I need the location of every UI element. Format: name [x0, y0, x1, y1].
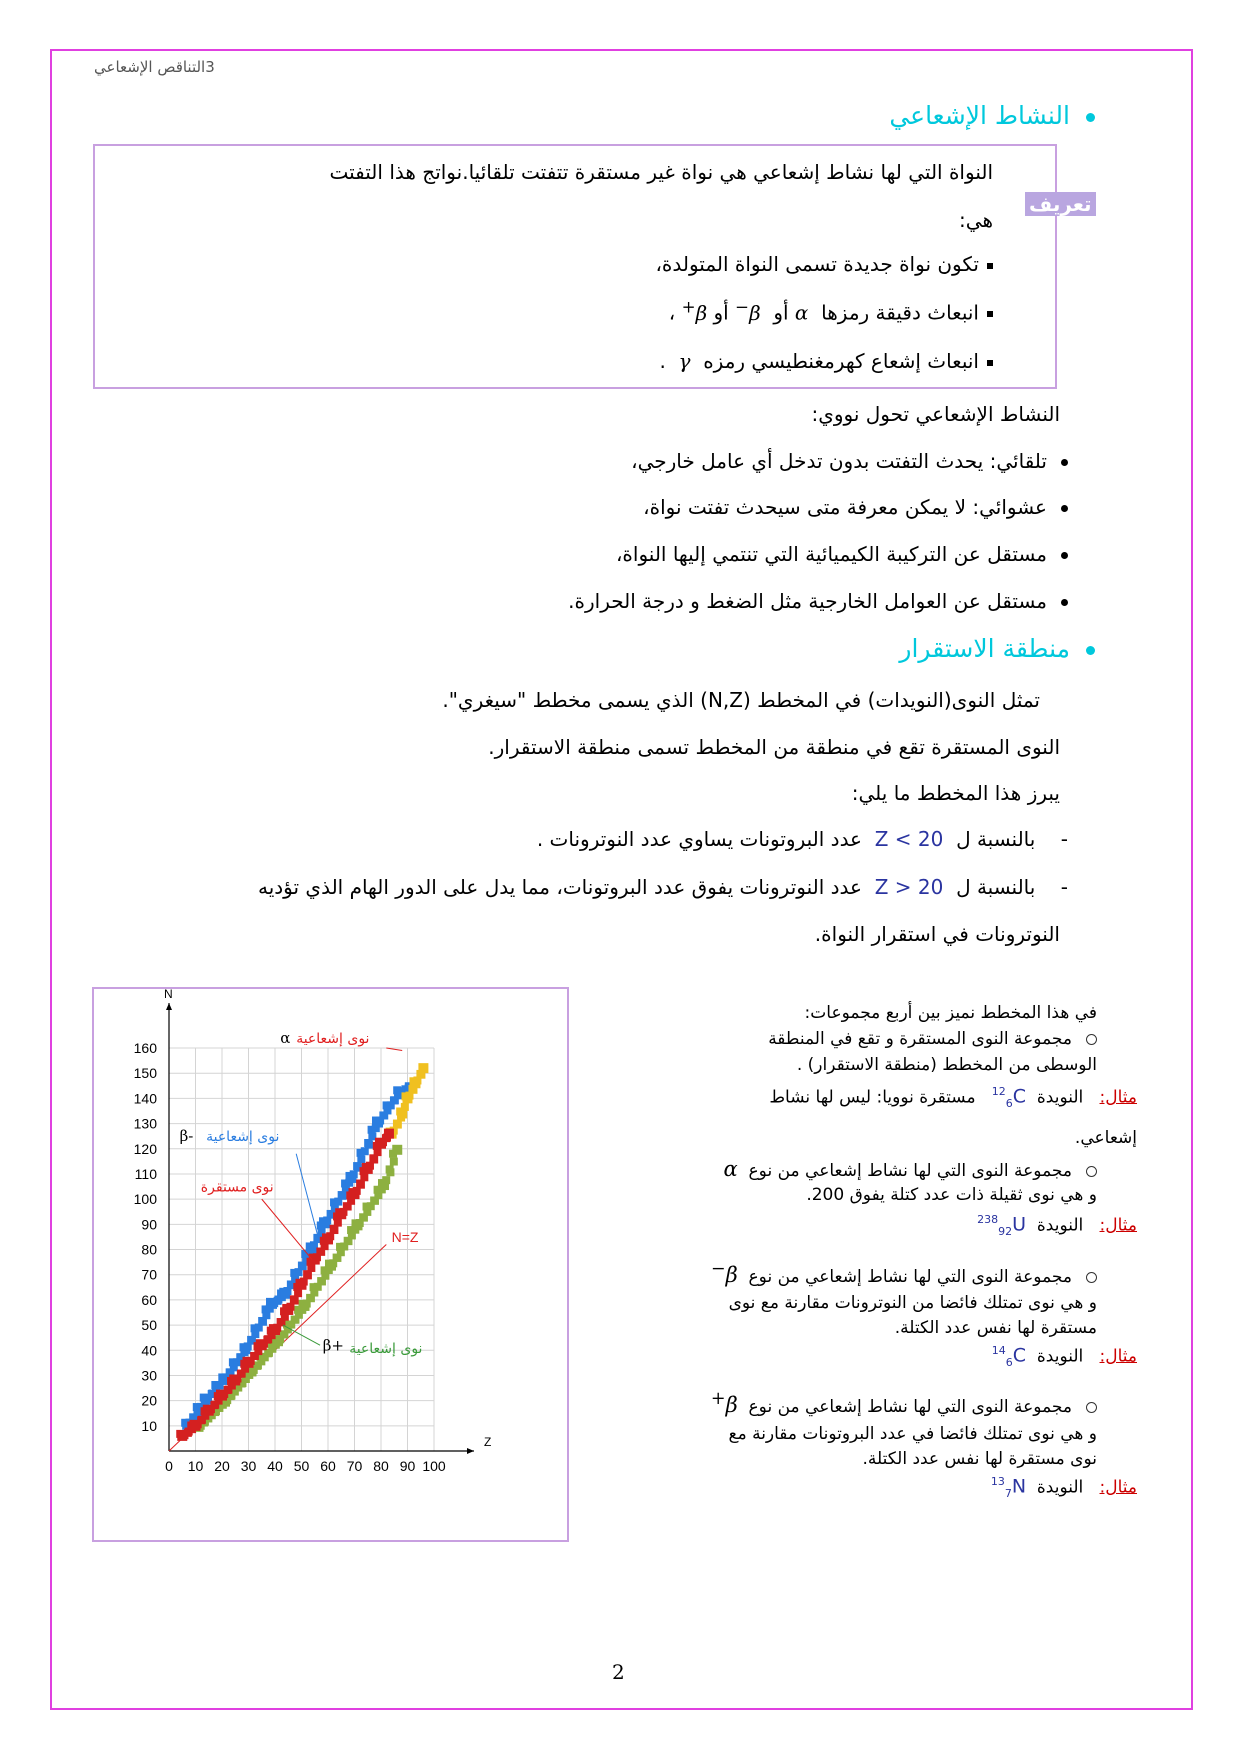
y-tick-label: 50	[141, 1317, 157, 1334]
y-tick-label: 130	[133, 1115, 157, 1132]
chart-point-stable	[244, 1358, 254, 1368]
chart-point-beta_minus	[280, 1289, 290, 1299]
segre-chart-frame	[92, 987, 569, 1542]
x-axis-label: Z	[484, 1435, 492, 1449]
n-equals-z-label: N=Z	[391, 1228, 419, 1245]
chart-point-stable	[283, 1305, 293, 1315]
group3-example: مثال: النويدة $^{14}_6$C	[991, 1344, 1137, 1370]
y-tick-label: 60	[141, 1291, 157, 1308]
chart-point-stable	[191, 1421, 201, 1431]
label-alpha-symbol: α	[280, 1028, 291, 1047]
chart-point-stable	[310, 1255, 320, 1265]
y-tick-label: 80	[141, 1241, 157, 1258]
chart-point-beta_plus	[386, 1165, 394, 1173]
chart-point-beta_plus	[300, 1301, 310, 1311]
chart-point-stable	[297, 1280, 307, 1290]
stability-dash2: - بالنسبة ل Z > 20 عدد النوترونات يفوق عدد البروتونات، مما يدل على الدور الهام الذي تؤديه	[257, 875, 1068, 899]
x-tick-label: 30	[240, 1458, 257, 1474]
chart-point-stable	[230, 1375, 240, 1385]
x-tick-label: 100	[422, 1458, 446, 1474]
chart-point-beta_plus	[379, 1180, 389, 1190]
chart-point-beta_minus	[320, 1218, 330, 1228]
chart-point-stable	[384, 1129, 394, 1139]
y-tick-label: 90	[141, 1216, 157, 1233]
group2-line2: و هي نوى ثقيلة ذات عدد كتلة يفوق 200.	[806, 1185, 1097, 1205]
group3-line2: و هي نوى تمتلك فائضا من النوترونات مقارنة مع نوى	[728, 1293, 1097, 1313]
chart-point-stable	[177, 1431, 187, 1441]
chart-point-alpha	[403, 1093, 413, 1103]
stability-dash1: - بالنسبة ل Z < 20 عدد البروتونات يساوي عدد النوترونات .	[536, 827, 1068, 851]
group4-line1: مجموعة النوى التي لها نشاط إشعاعي من نوع β+	[711, 1389, 1097, 1417]
definition-item3: انبعاث إشعاع كهرمغنطيسي رمزه γ .	[659, 349, 993, 373]
chart-point-beta_minus	[373, 1118, 383, 1128]
chart-point-stable	[350, 1189, 360, 1199]
definition-line2: هي:	[959, 208, 993, 232]
chart-point-beta_minus	[347, 1173, 357, 1183]
section-title-stability: منطقة الاستقرار	[899, 634, 1095, 663]
chart-point-stable	[363, 1164, 373, 1174]
label-stable-text: نوى مستقرة	[200, 1179, 274, 1196]
section-title-radioactivity: النشاط الإشعاعي	[889, 101, 1095, 130]
chart-point-beta_plus	[390, 1158, 398, 1166]
y-tick-label: 140	[133, 1090, 157, 1107]
label-alpha-text: نوى إشعاعية	[296, 1030, 370, 1047]
group1-example: مثال: النويدة $^{12}_6$C مستقرة نوويا: ليس لها نشاط	[769, 1085, 1137, 1111]
chart-point-stable	[336, 1209, 346, 1219]
x-tick-label: 80	[373, 1458, 389, 1474]
prop-1: تلقائي: يحدث التفتت بدون تدخل أي عامل خارجي،	[631, 449, 1068, 473]
x-tick-label: 50	[293, 1458, 310, 1474]
stability-dash2-cont: النوترونات في استقرار النواة.	[814, 922, 1060, 946]
definition-tag: تعريف	[1025, 192, 1096, 216]
chart-point-stable	[257, 1340, 267, 1350]
y-tick-label: 100	[133, 1191, 157, 1208]
y-axis-label: N	[164, 989, 173, 1001]
chart-point-beta_minus	[307, 1243, 317, 1253]
prop-2: عشوائي: لا يمكن معرفة متى سيحدث تفتت نواة،	[643, 495, 1068, 519]
groups-intro: في هذا المخطط نميز بين أربع مجموعات:	[804, 1003, 1097, 1023]
chart-point-stable	[204, 1406, 214, 1416]
chart-point-alpha	[397, 1108, 407, 1118]
definition-item1: تكون نواة جديدة تسمى النواة المتولدة،	[655, 252, 993, 276]
y-tick-label: 150	[133, 1065, 157, 1082]
nuclear-title: النشاط الإشعاعي تحول نووي:	[811, 402, 1060, 426]
chart-point-alpha	[410, 1078, 420, 1088]
y-tick-label: 10	[141, 1417, 157, 1434]
y-tick-label: 40	[141, 1342, 157, 1359]
prop-4: مستقل عن العوامل الخارجية مثل الضغط و درجة الحرارة.	[568, 589, 1068, 613]
group1-line1: مجموعة النوى المستقرة و تقع في المنطقة	[768, 1029, 1097, 1049]
y-tick-label: 160	[133, 1040, 157, 1056]
stability-p2: النوى المستقرة تقع في منطقة من المخطط تسمى منطقة الاستقرار.	[488, 735, 1060, 759]
label-beta-plus-text: نوى إشعاعية	[349, 1340, 423, 1357]
chart-point-beta_plus	[326, 1261, 336, 1271]
chart-point-stable	[217, 1391, 227, 1401]
group4-line2: و هي نوى تمتلك فائضا في عدد البروتونات مقارنة مع	[728, 1424, 1097, 1444]
label-beta-minus-symbol: β-	[179, 1127, 194, 1146]
x-tick-label: 40	[267, 1458, 283, 1474]
x-tick-label: 0	[165, 1458, 173, 1474]
segre-chart	[94, 989, 567, 1540]
group2-example: مثال: النويدة $^{238}_{92}$U	[977, 1213, 1137, 1239]
y-tick-label: 30	[141, 1367, 157, 1384]
x-tick-label: 20	[214, 1458, 230, 1474]
y-tick-label: 70	[141, 1266, 157, 1283]
group2-line1: مجموعة النوى التي لها نشاط إشعاعي من نوع α	[724, 1157, 1097, 1181]
page-header: 3التناقص الإشعاعي	[94, 58, 215, 76]
chart-point-alpha	[418, 1063, 428, 1073]
chart-point-stable	[270, 1325, 280, 1335]
definition-line1: النواة التي لها نشاط إشعاعي هي نواة غير مستقرة تتفتت تلقائيا.نواتج هذا التفتت	[329, 160, 993, 184]
chart-point-stable	[323, 1234, 333, 1244]
group1-line2: الوسطى من المخطط (منطقة الاستقرار) .	[796, 1055, 1097, 1075]
group4-example: مثال: النويدة $^{13}_7$N	[990, 1475, 1137, 1501]
group3-line1: مجموعة النوى التي لها نشاط إشعاعي من نوع β−	[711, 1259, 1097, 1287]
label-beta-plus-symbol: β+	[322, 1336, 344, 1355]
y-tick-label: 110	[134, 1165, 157, 1182]
y-tick-label: 20	[141, 1392, 157, 1409]
chart-point-beta_minus	[267, 1299, 277, 1309]
x-tick-label: 60	[320, 1458, 336, 1474]
chart-point-beta_plus	[392, 1145, 402, 1155]
group3-line3: مستقرة لها نفس عدد الكتلة.	[894, 1318, 1097, 1338]
page-number: 2	[612, 1660, 625, 1684]
x-tick-label: 90	[399, 1458, 416, 1474]
stability-p1: تمثل النوى(النويدات) في المخطط (N,Z) الذي يسمى مخطط "سيغري".	[442, 688, 1040, 712]
definition-item2: انبعاث دقيقة رمزها α أو β− أو β+ ،	[669, 297, 993, 325]
prop-3: مستقل عن التركيبة الكيميائية التي تنتمي إليها النواة،	[616, 542, 1068, 566]
group4-line3: نوى مستقرة لها نفس عدد الكتلة.	[862, 1449, 1097, 1469]
x-tick-label: 70	[346, 1458, 363, 1474]
group1-example-l2: إشعاعي.	[1074, 1128, 1137, 1148]
chart-point-beta_minus	[241, 1344, 251, 1354]
stability-p3: يبرز هذا المخطط ما يلي:	[851, 781, 1060, 805]
label-beta-minus-text: نوى إشعاعية	[206, 1129, 280, 1146]
chart-point-beta_minus	[201, 1395, 211, 1405]
x-tick-label: 10	[187, 1458, 204, 1474]
chart-point-beta_plus	[353, 1220, 363, 1230]
chart-point-stable	[376, 1139, 386, 1149]
y-tick-label: 120	[133, 1140, 157, 1157]
